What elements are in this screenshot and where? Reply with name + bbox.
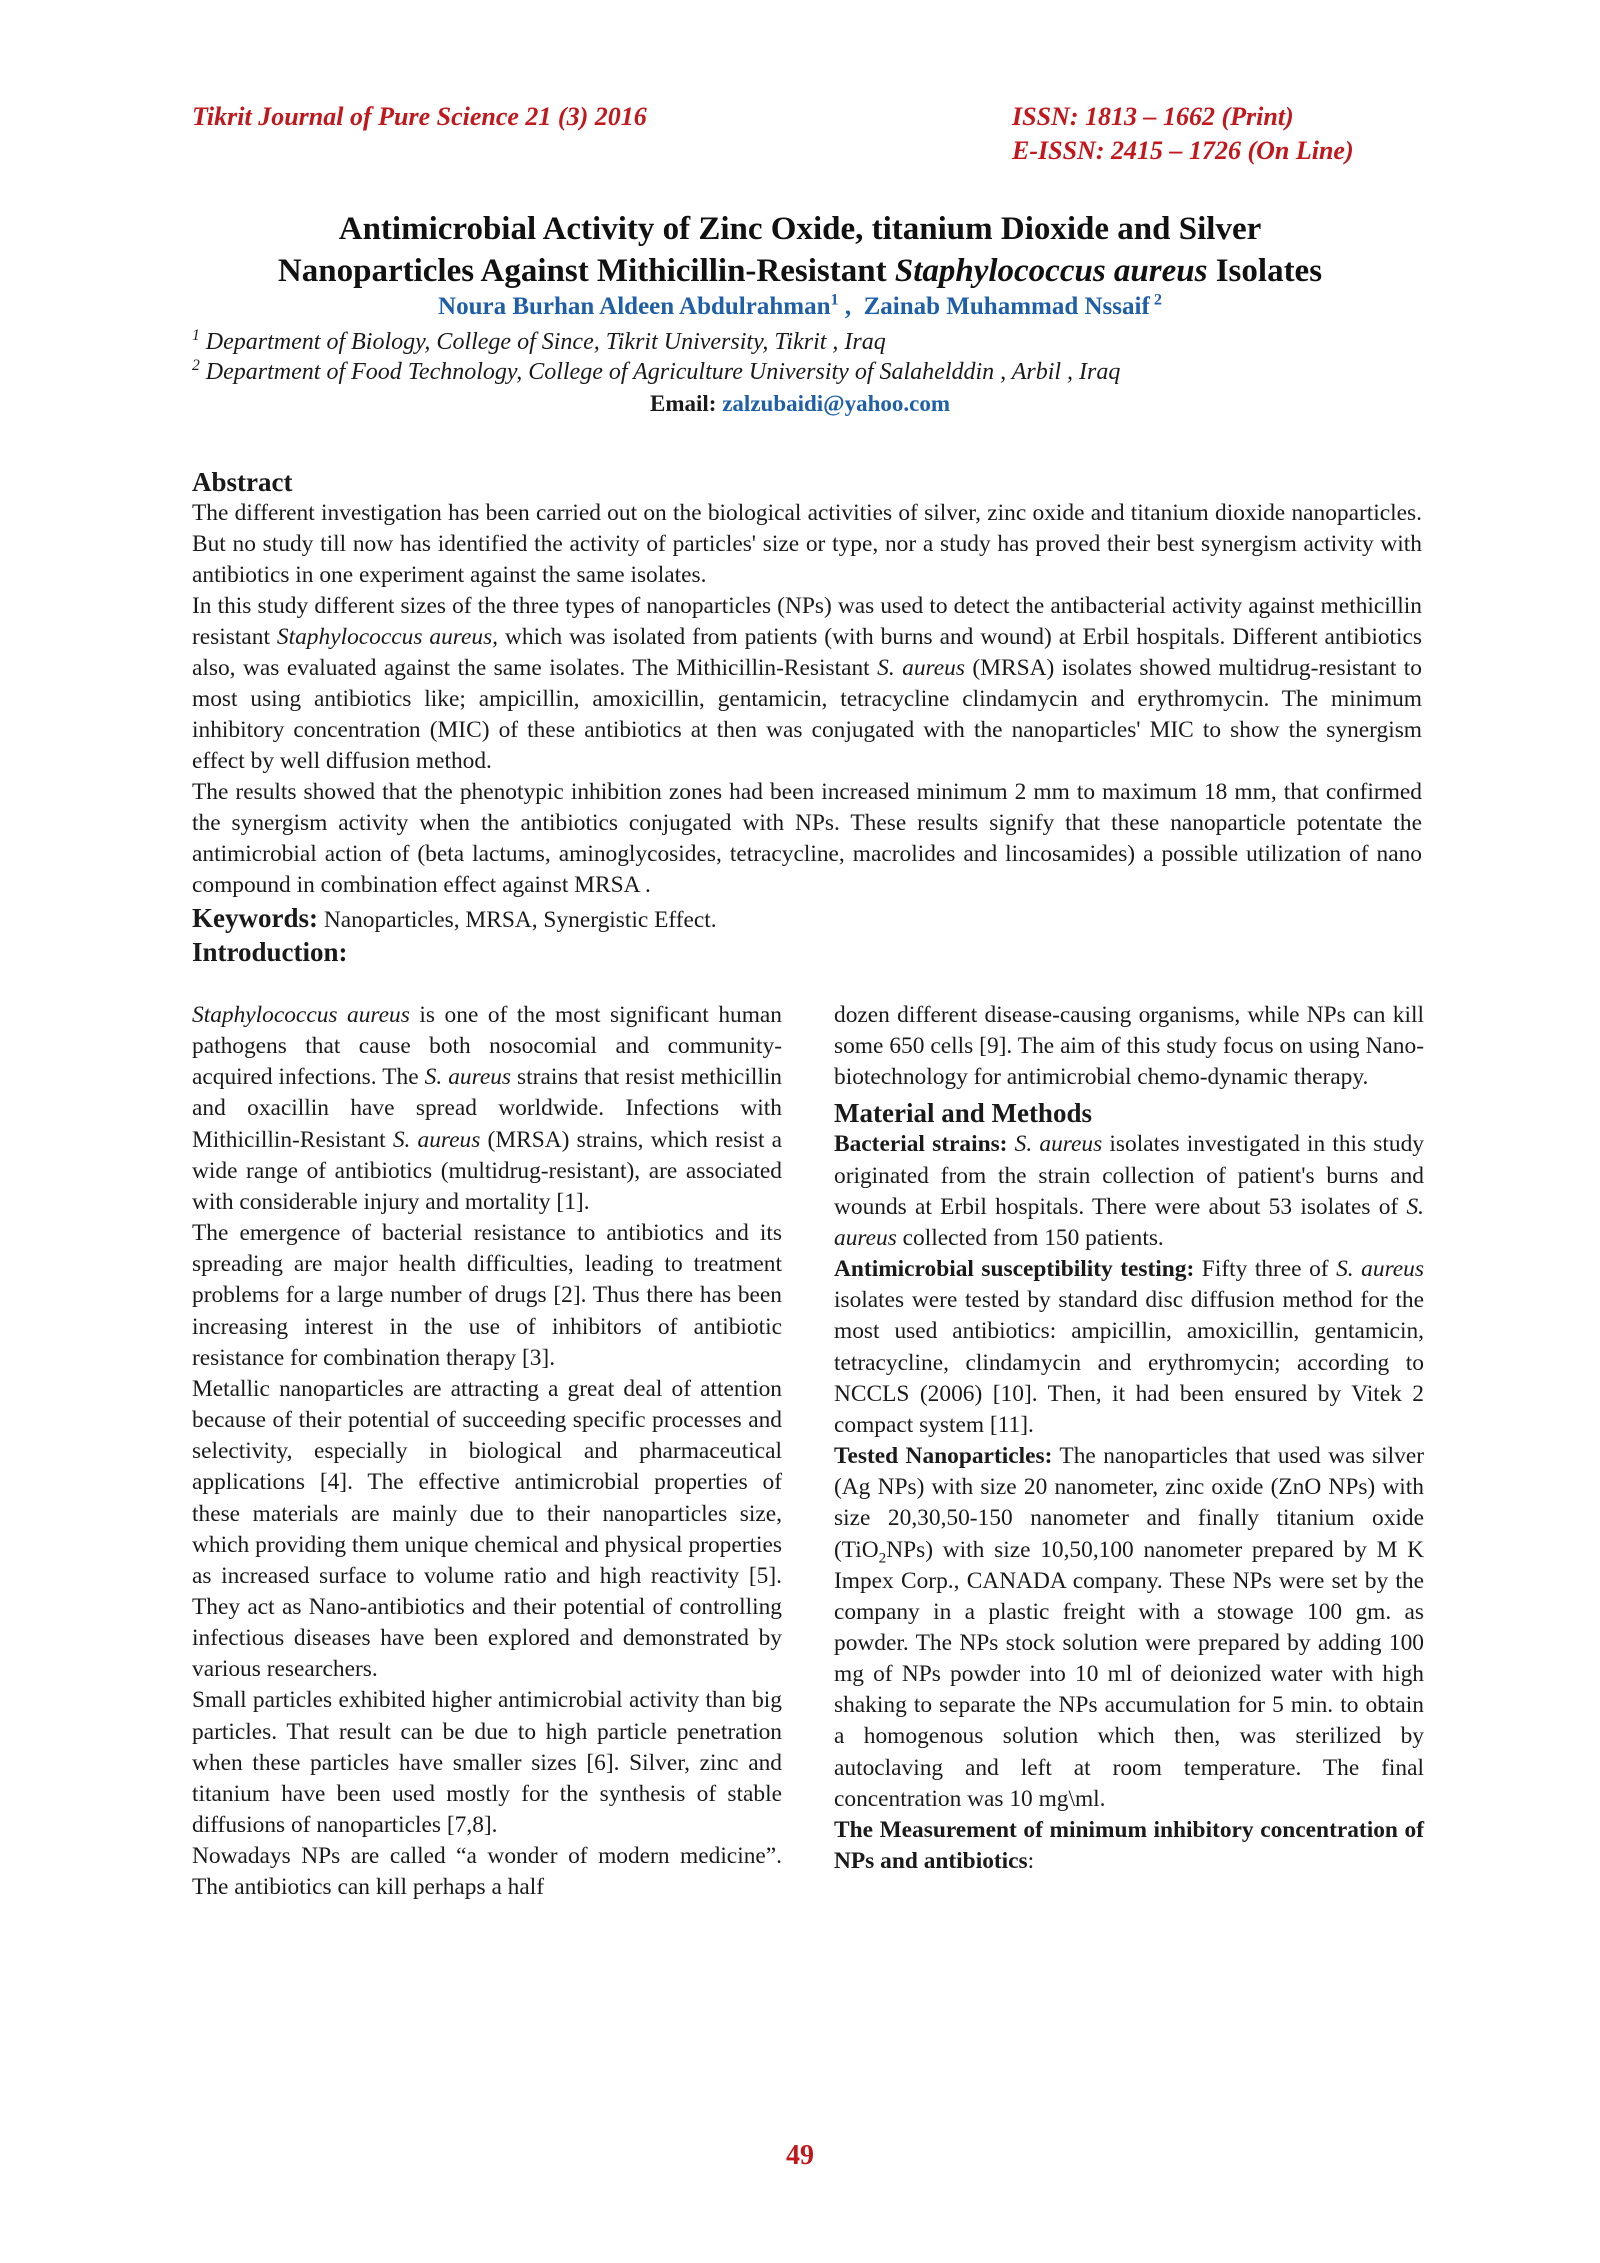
intro-paragraph: Nowadays NPs are called “a wonder of modern medicine”. The antibiotics can kill perhaps a half [192,1843,782,1901]
affiliation-1 [192,327,886,357]
keywords-list: Nanoparticles, MRSA, Synergistic Effect. [317,907,717,933]
abstract-heading: Abstract [192,467,293,497]
issn-print: ISSN: 1813 – 1662 (Print) [1012,102,1294,131]
title-text: Nanoparticles Against Mithicillin-Resistant [277,253,895,289]
species-name: S. aureus [424,1064,512,1091]
affiliation-2-text: Department of Food Technology, College of Agriculture University of Salahelddin , Arbil , Iraq [199,359,1121,385]
title-species: Staphylococcus aureus [894,253,1208,289]
column-left [192,1000,782,1904]
page-number: 49 [786,2140,814,2171]
subsection-label: Bacterial strains: [834,1131,1008,1158]
methods-paragraph [834,1254,1424,1441]
species-name: Staphylococcus aureus [192,1002,410,1028]
subscript: 2 [878,1549,887,1567]
species-name: S. aureus [392,1126,481,1153]
methods-paragraph [834,1441,1424,1815]
subsection-label: Antimicrobial susceptibility testing: [834,1256,1195,1283]
issn-online: E-ISSN: 2415 – 1726 (On Line) [1012,136,1354,165]
author-1-affil: 1 [830,290,839,309]
affiliation-2-num: 2 [192,357,200,374]
text-run: In this study different sizes of the three types of nanoparticles (NPs) was used to detect the antibacterial activity against methicillin resistant [192,593,1422,650]
author-1: Noura Burhan Aldeen Abdulrahman [438,293,831,320]
keywords-label: Keywords: [192,903,318,933]
affiliation-1-num: 1 [192,327,200,344]
author-separator: , [838,293,864,320]
affiliation-2 [192,357,1120,387]
species-name: Staphylococcus aureus, [276,624,499,650]
keywords [192,903,1422,936]
text-run: collected from 150 patients. [896,1224,1164,1251]
intro-paragraph: The emergence of bacterial resistance to antibiotics and its spreading are major health difficulties, leading to treatment problems for a large number of drugs [2]. Thus there has been increasing interest in the use of inhibitors of antibiotic resistance for combination therapy [3]. [192,1220,782,1371]
introduction-heading: Introduction: [192,937,348,967]
text-run: isolates were tested by standard disc diffusion method for the most used antibiotics: ampicillin, amoxicillin, gentamicin, tetracycline, clindamycin and erythromycin; according to NCCLS (2006) [10]. Then, it had been ensured by Vitek 2 compact system [11]. [834,1287,1424,1438]
author-list [150,291,1450,323]
intro-paragraph: Metallic nanoparticles are attracting a great deal of attention because of their potential of succeeding specific processes and selectivity, especially in biological and pharmaceutical applications [4]. The effective antimicrobial properties of these materials are mainly due to their nanoparticles size, which providing them unique chemical and physical properties as increased surface to volume ratio and high reactivity [5]. They act as Nano-antibiotics and their potential of controlling infectious diseases have been explored and demonstrated by various researchers. [192,1375,782,1683]
text-run: is one of the most significant human pathogens that cause both nosocomial and community-acquired infections. The [192,1002,782,1091]
column-right [834,1000,1424,1877]
abstract-paragraph: The results showed that the phenotypic inhibition zones had been increased minimum 2 mm to maximum 18 mm, that confirmed the synergism activity when the antibiotics conjugated with NPs. These results signify that these nanoparticle potentate the antimicrobial action of (beta lactums, aminoglycosides, tetracycline, macrolides and lincosamides) a possible utilization of nano compound in combination effect against MRSA . [192,779,1422,898]
abstract-paragraph: The different investigation has been carried out on the biological activities of silver, zinc oxide and titanium dioxide nanoparticles. But no study till now has identified the activity of particles' size or type, nor a study has proved their best synergism activity with antibiotics in one experiment against the same isolates. [192,500,1422,588]
text-run: The nanoparticles that used was silver (Ag NPs) with size 20 nanometer, zinc oxide (ZnO NPs) with size 20,30,50-150 nanometer and finally titanium oxide (TiO [834,1443,1424,1563]
abstract-paragraph [192,591,1422,777]
text-run: (MRSA) isolates showed multidrug-resistant to most using antibiotics like; ampicillin, amoxicillin, gentamicin, tetracycline clindamycin and erythromycin. The minimum inhibitory concentration (MIC) of these antibiotics at then was conjugated with the nanoparticles' MIC to show the synergism effect by well diffusion method. [192,655,1422,774]
text-run: strains that resist methicillin and oxacillin have spread worldwide. Infections with Mithicillin-Resistant [192,1064,783,1153]
text-run: (MRSA) strains, which resist a wide range of antibiotics (multidrug-resistant), are associated with considerable injury and mortality [1]. [192,1126,783,1215]
text-run: Fifty three of [1194,1256,1337,1283]
title-text-end: Isolates [1207,253,1323,289]
intro-paragraph: dozen different disease-causing organisms, while NPs can kill some 650 cells [9]. The aim of this study focus on using Nano-biotechnology for antimicrobial chemo-dynamic therapy. [834,1002,1424,1091]
journal-header: Tikrit Journal of Pure Science 21 (3) 2016 [192,102,647,131]
contact-email [150,389,1450,419]
abstract-section [192,466,1422,968]
methods-paragraph [834,1129,1424,1254]
text-run: isolates investigated in this study originated from the strain collection of patient's burns and wounds at Erbil hospitals. There were about 53 isolates of [834,1131,1424,1220]
title-line-2 [150,250,1450,292]
text-run: which was isolated from patients (with burns and wound) at Erbil hospitals. Different antibiotics also, was evaluated against the same isolates. The Mithicillin-Resistant [192,624,1422,681]
species-name: S. aureus [1014,1131,1103,1158]
affiliation-1-text: Department of Biology, College of Since, Tikrit University, Tikrit , Iraq [199,329,886,355]
species-name: S. aureus [834,1193,1424,1251]
issn-header [1012,100,1354,168]
title-line-1: Antimicrobial Activity of Zinc Oxide, titanium Dioxide and Silver [338,211,1262,247]
email-label: Email: [650,391,723,416]
author-2: Zainab Muhammad Nssaif [863,293,1150,320]
species-name: S. aureus [877,655,965,681]
email-address[interactable]: zalzubaidi@yahoo.com [722,391,950,416]
species-name: S. aureus [1336,1256,1424,1283]
paper-title [150,208,1450,292]
text-run: : [1027,1848,1035,1875]
text-run: NPs) with size 10,50,100 nanometer prepared by M K Impex Corp., CANADA company. These NPs were set by the company in a plastic freight with a stowage 100 gm. as powder. The NPs stock solution were prepared by adding 100 mg of NPs powder into 10 ml of deionized water with high shaking to separate the NPs accumulation for 5 min. to obtain a homogenous solution which then, was sterilized by autoclaving and left at room temperature. The final concentration was 10 mg\ml. [834,1536,1424,1812]
author-2-affil: 2 [1149,290,1162,309]
subsection-label: Tested Nanoparticles: [834,1443,1053,1470]
methods-heading: Material and Methods [834,1098,1092,1129]
methods-paragraph [834,1815,1424,1877]
intro-paragraph: Small particles exhibited higher antimicrobial activity than big particles. That result can be due to high particle penetration when these particles have smaller sizes [6]. Silver, zinc and titanium have been used mostly for the synthesis of stable diffusions of nanoparticles [7,8]. [192,1687,782,1839]
intro-paragraph [192,1000,782,1218]
subsection-label: The Measurement of minimum inhibitory concentration of NPs and antibiotics [834,1816,1424,1875]
